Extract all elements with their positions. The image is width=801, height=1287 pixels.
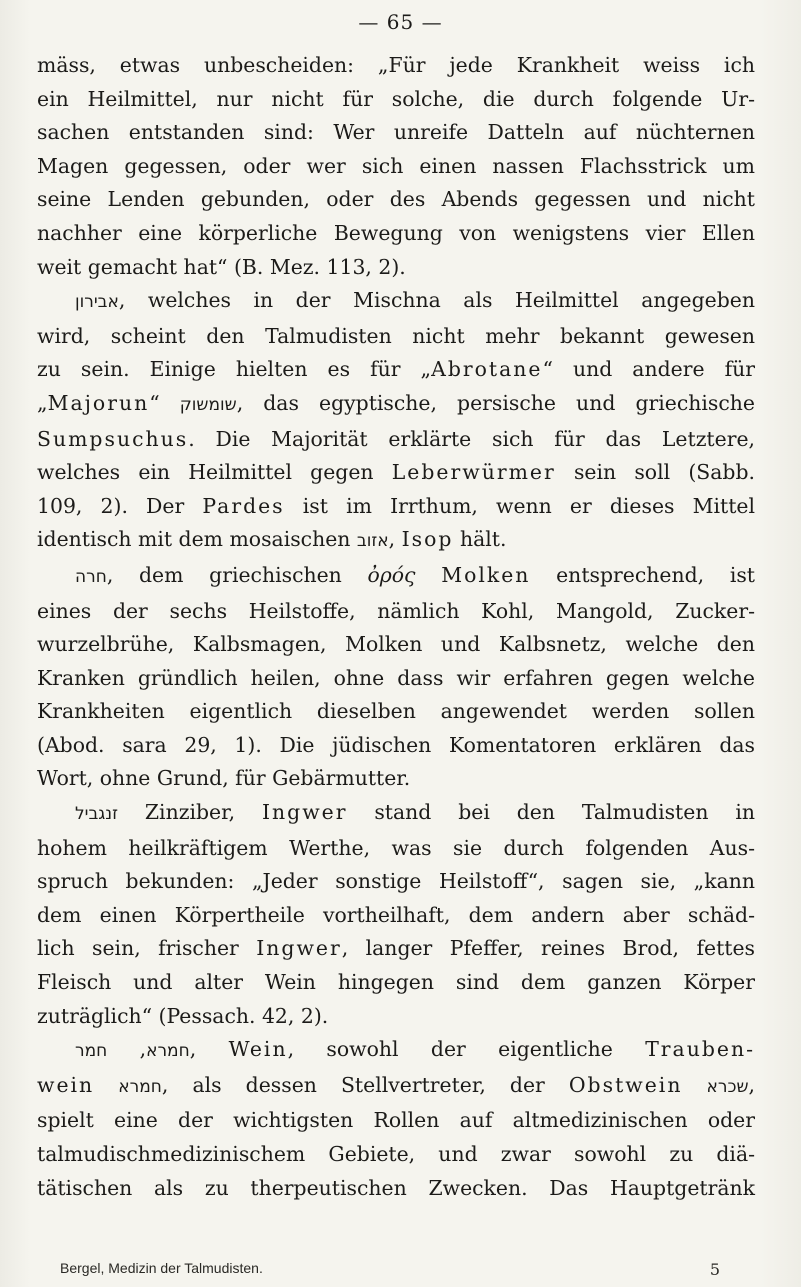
signature-mark: 5 [709,1260,720,1279]
hebrew-term: שומשוק [179,394,237,415]
text-line: weit gemacht hat“ (B. Mez. 113, 2). [37,254,406,279]
greek-term: ὀρός [367,562,416,587]
page-number: — 65 — [358,10,443,34]
hebrew-term: חמרא [118,1076,162,1097]
emphasized-term: Majorun [47,390,150,415]
text-line: welches ein Heilmittel gegen Leberwürmer sein soll (Sabb. [37,460,755,485]
page-footer [60,1260,720,1279]
emphasized-term: Abrotane [431,357,543,382]
text-line: 109, 2). Der Pardes ist im Irrthum, wenn er dieses Mittel [37,493,755,518]
paragraph-start-molken: חרה, dem griechischen ὀρός Molken entsprechend, ist [75,562,756,587]
text-line: seine Lenden gebunden, oder des Abends gegessen und nicht [37,187,755,212]
text-line: Wort, ohne Grund, für Gebärmutter. [37,766,411,791]
text-line: mäss, etwas unbescheiden: „Für jede Krankheit weiss ich [37,53,755,77]
text-line: sachen entstanden sind: Wer unreife Datteln auf nüchternen [37,120,755,145]
emphasized-term: Sumpsuchus [37,426,189,451]
text-line: Magen gegessen, oder wer sich einen nassen Flachsstrick um [37,153,755,178]
body-text [37,49,755,1205]
text-line: (Abod. sara 29, 1). Die jüdischen Komentatoren erklären das [37,732,755,757]
emphasized-term: wein [37,1072,95,1097]
text-line: spruch bekunden: „Jeder sonstige Heilstoff“, sagen sie, „kann [37,869,755,894]
emphasized-term: Leberwürmer [391,460,556,485]
hebrew-term: אזוב [356,531,389,552]
emphasized-term: Ingwer [261,800,348,825]
text-line: Sumpsuchus. Die Majorität erklärte sich für das Letztere, [37,426,755,451]
emphasized-term: Trauben- [645,1037,755,1062]
text-line: tätischen als zu therpeutischen Zwecken. Das Hauptgetränk [37,1175,755,1200]
hebrew-term: חמר [75,1041,108,1062]
text-line: talmudischmedizinischem Gebiete, und zwar sowohl zu diä- [37,1142,755,1166]
text-line: hohem heilkräftigem Werthe, was sie durch folgenden Aus- [37,835,755,860]
text-line: „Majorun“ שומשוק, das egyptische, persische und griechische [37,390,755,415]
text-line: Fleisch und alter Wein hingegen sind dem ganzen Körper [37,970,755,995]
emphasized-term: Ingwer [256,936,342,961]
paragraph-start-wein: חמרא, חמר , Wein, sowohl der eigentliche Trauben- [75,1037,755,1062]
text-line: spielt eine der wichtigsten Rollen auf altmedizinischen oder [37,1108,755,1133]
text-line: zuträglich“ (Pessach. 42, 2). [37,1003,329,1028]
text-line: wird, scheint den Talmudisten nicht mehr bekannt gewesen [37,323,755,348]
paragraph-start-ingwer: זנגביל Zinziber, Ingwer stand bei den Talmudisten in [75,800,755,825]
text-line: zu sein. Einige hielten es für „Abrotane“ und andere für [37,357,755,382]
text-line: wurzelbrühe, Kalbsmagen, Molken und Kalbsnetz, welche den [37,632,755,657]
text-line: Krankheiten eigentlich dieselben angewendet werden sollen [37,699,755,724]
emphasized-term: Isop [401,527,454,552]
footer-running-title: Bergel, Medizin der Talmudisten. [60,1260,263,1276]
emphasized-term: Obstwein [568,1072,683,1097]
hebrew-term: שכרא [706,1076,749,1097]
emphasized-term: Molken [441,562,531,587]
text-line: dem einen Körpertheile vortheilhaft, dem andern aber schäd- [37,902,755,927]
text-line: eines der sechs Heilstoffe, nämlich Kohl, Mangold, Zucker- [37,598,755,623]
emphasized-term: Pardes [202,493,285,518]
text-line: lich sein, frischer Ingwer, langer Pfeffer, reines Brod, fettes [37,936,755,961]
hebrew-term: אבירון [75,292,119,313]
hebrew-term: חמרא [146,1041,190,1062]
paragraph-start-abrotane: אבירון, welches in der Mischna als Heilmittel angegeben [75,288,755,313]
text-line: Kranken gründlich heilen, ohne dass wir erfahren gegen welche [37,665,755,690]
hebrew-term: זנגביל [75,804,118,825]
text-line: identisch mit dem mosaischen אזוב, Isop hält. [37,527,507,552]
text-line: nachher eine körperliche Bewegung von wenigstens vier Ellen [37,220,755,245]
hebrew-term: חרה [75,566,107,587]
emphasized-term: Wein [228,1037,288,1062]
text-line: wein חמרא, als dessen Stellvertreter, der Obstwein שכרא, [37,1072,756,1097]
text-line: ein Heilmittel, nur nicht für solche, die durch folgende Ur- [37,86,755,111]
